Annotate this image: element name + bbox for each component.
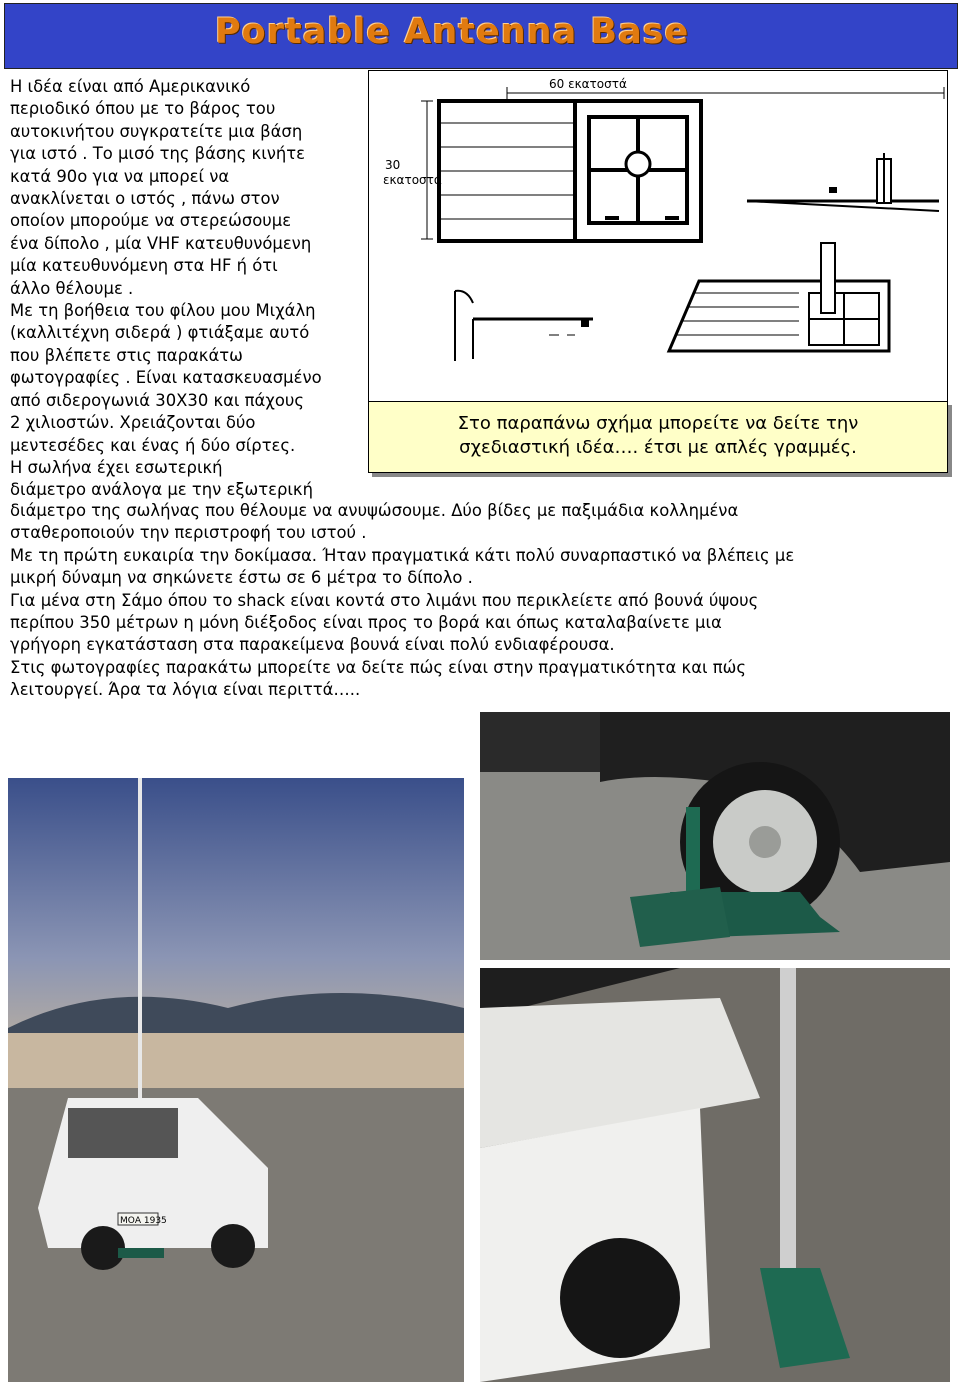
intro-line: μία κατευθυνόμενη στα HF ή ότι [10,256,278,276]
caption-line-1: Στο παραπάνω σχήμα μπορείτε να δείτε την [457,413,859,434]
caption-line-2: σχεδιαστική ιδέα…. έτσι με απλές γραμμές. [459,437,857,458]
drawing-caption [368,401,948,473]
intro-line: φωτογραφίες . Είναι κατασκευασμένο [10,368,322,388]
photo-wheel-base [480,712,950,960]
intro-line: άλλο θέλουμε . [10,278,134,298]
body-line: διάμετρο της σωλήνας που θέλουμε να ανυψώσουμε. Δύο βίδες με παξιμάδια κολλημένα [10,501,739,520]
design-drawing [368,70,948,403]
body-line: μικρή δύναμη να σηκώνετε έστω σε 6 μέτρα το δίπολο . [10,568,473,588]
body-line: Για μένα στη Σάμο όπου το shack είναι κοντά στο λιμάνι που περικλείετε από βουνά ύψους [10,590,759,610]
body-line: λειτουργεί. Άρα τα λόγια είναι περιττά….. [10,680,361,700]
intro-line: διάμετρο ανάλογα με την εξωτερική [10,480,313,500]
height-dimension-number: 30 [385,158,401,172]
height-dimension-label: εκατοστά [383,173,442,187]
intro-line: μεντεσέδες και ένας ή δύο σίρτες. [10,435,296,455]
title-bar [4,3,958,69]
intro-line: Η ιδέα είναι από Αμερικανικό [10,77,251,96]
intro-line: αυτοκινήτου συγκρατείτε μια βάση [10,121,303,141]
page-title: Portable Antenna Base [215,12,690,52]
intro-line: ανακλίνεται ο ιστός , πάνω στον [10,189,280,209]
body-text [10,500,950,702]
intro-line: κατά 90ο για να μπορεί να [10,166,230,186]
photo-car-harbour [8,778,464,1382]
intro-line: περιοδικό όπου με το βάρος του [10,99,276,119]
intro-text [10,76,360,502]
intro-line: για ιστό . Το μισό της βάσης κινήτε [10,144,306,164]
body-line: γρήγορη εγκατάσταση στα παρακείμενα βουνά είναι πολύ ενδιαφέρουσα. [10,635,615,655]
intro-line: ένα δίπολο , μία VHF κατευθυνόμενη [10,233,312,253]
body-line: Με τη πρώτη ευκαιρία την δοκίμασα. Ήταν πραγματικά κάτι πολύ συναρπαστικό να βλέπεις με [10,545,795,565]
design-sketch [369,71,947,402]
intro-line: Η σωλήνα έχει εσωτερική [10,457,223,477]
licence-plate: ΜΟΑ 1935 [120,1216,167,1226]
body-line: Στις φωτογραφίες παρακάτω μπορείτε να δείτε πώς είναι στην πραγματικότητα και πώς [10,657,746,677]
body-line: σταθεροποιούν την περιστροφή του ιστού . [10,523,367,543]
photo-car-closeup [480,968,950,1382]
body-line: περίπου 350 μέτρων η μόνη διέξοδος είναι προς το βορά και όπως καταλαβαίνετε μια [10,613,722,633]
intro-line: (καλλιτέχνη σιδερά ) φτιάξαμε αυτό [10,323,310,343]
intro-line: από σιδερογωνιά 30Χ30 και πάχους [10,390,304,410]
intro-line: 2 χιλιοστών. Χρειάζονται δύο [10,413,256,433]
intro-line: οποίον μπορούμε να στερεώσουμε [10,211,292,231]
intro-line: Με τη βοήθεια του φίλου μου Μιχάλη [10,301,316,321]
width-dimension-label: 60 εκατοστά [549,77,627,91]
intro-line: που βλέπετε στις παρακάτω [10,345,243,365]
